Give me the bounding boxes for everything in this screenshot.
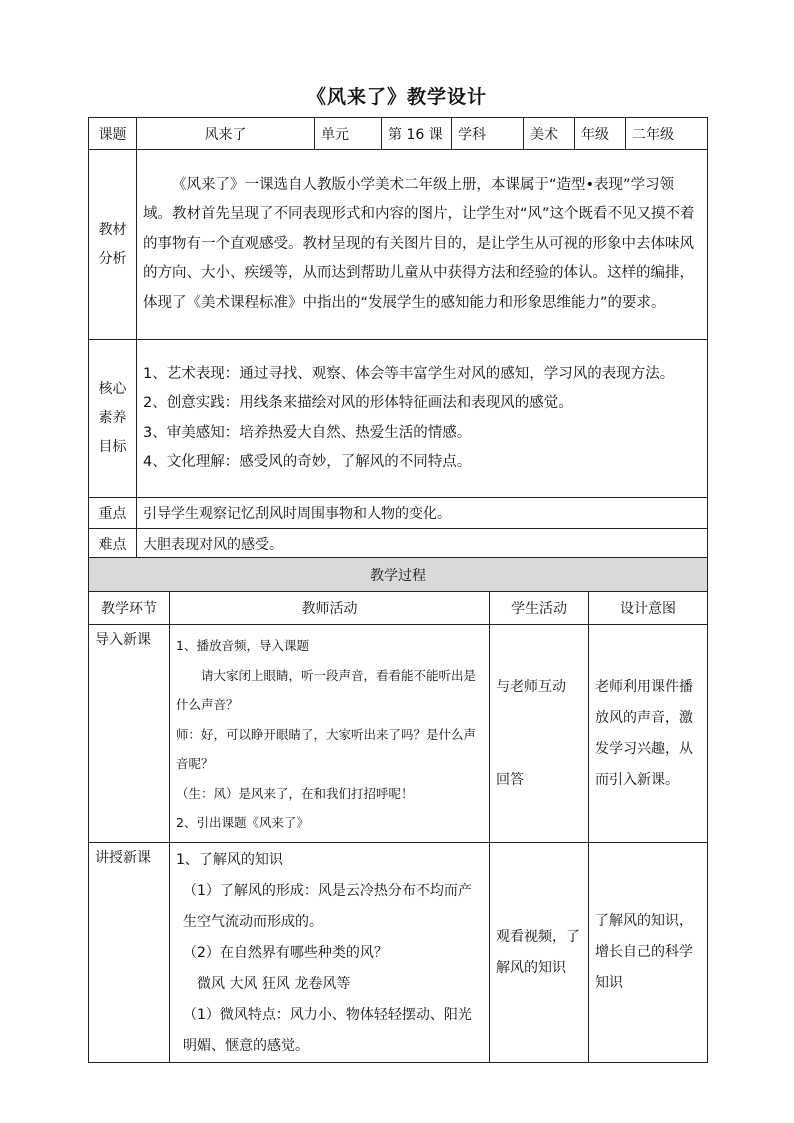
teacher-new-line-2: （1）了解风的形成：风是云冷热分布不均而产生空气流动而形成的。 xyxy=(183,883,472,930)
goals-row xyxy=(89,340,708,498)
process-heading-row xyxy=(89,558,708,592)
key-point-text: 引导学生观察记忆刮风时周围事物和人物的变化。 xyxy=(137,498,708,529)
stage-intro: 导入新课 xyxy=(89,625,170,843)
teacher-intro-line-3: 师：好，可以睁开眼睛了，大家听出来了吗？是什么声音呢？ xyxy=(176,726,477,772)
teacher-new-line-3: （2）在自然界有哪些种类的风？ xyxy=(183,945,388,961)
process-columns-row xyxy=(89,592,708,625)
student-activity-intro xyxy=(490,625,589,843)
teacher-intro-line-5: 2、引出课题《风来了》 xyxy=(176,815,309,831)
unit-label: 单元 xyxy=(315,118,382,150)
key-point-row xyxy=(89,498,708,529)
process-row-new-lesson xyxy=(89,843,708,1063)
teacher-intro-line-1: 1、播放音频，导入课题 xyxy=(176,638,309,654)
stage-new-lesson: 讲授新课 xyxy=(89,843,170,1063)
column-student: 学生活动 xyxy=(490,592,589,625)
teaching-process-table xyxy=(88,557,708,1063)
goals-label-line-1: 核心 xyxy=(98,381,127,397)
goal-item-1: 1、艺术表现：通过寻找、观察、体会等丰富学生对风的感知，学习风的表现方法。 xyxy=(143,365,675,382)
grade-label: 年级 xyxy=(575,118,626,150)
intent-new-lesson: 了解风的知识，增长自己的科学知识 xyxy=(589,843,708,1063)
student-activity-new-lesson: 观看视频，了解风的知识 xyxy=(490,843,589,1063)
topic-value: 风来了 xyxy=(137,118,315,150)
analysis-label-line-2: 分析 xyxy=(98,250,127,267)
goals-label-line-3: 目标 xyxy=(98,439,127,455)
analysis-text: 《风来了》一课选自人教版小学美术二年级上册，本课属于“造型•表现”学习领域。教材首先呈现了不同表现形式和内容的图片，让学生对“风”这个既看不见又摸不着的事物有一个直观感受。教材呈现的有关图片目的，是让学生从可视的形象中去体味风的方向、大小、疾缓等，从而达到帮助儿童从中获得方法和经验的体认。这样的编排，体现了《美术课程标准》中指出的“发展学生的感知能力和形象思维能力”的要求。 xyxy=(137,150,708,340)
analysis-row xyxy=(89,150,708,340)
column-stage: 教学环节 xyxy=(89,592,170,625)
goal-item-3: 3、审美感知：培养热爱大自然、热爱生活的情感。 xyxy=(143,424,472,441)
topic-label: 课题 xyxy=(89,118,137,150)
analysis-label xyxy=(89,150,137,340)
goals-label-line-2: 素养 xyxy=(98,410,127,426)
subject-label: 学科 xyxy=(452,118,524,150)
student-intro-line-2: 回答 xyxy=(496,771,524,788)
student-intro-line-1: 与老师互动 xyxy=(496,678,566,695)
column-teacher: 教师活动 xyxy=(170,592,490,625)
goals-list xyxy=(137,340,708,498)
goal-item-2: 2、创意实践：用线条来描绘对风的形体特征画法和表现风的感觉。 xyxy=(143,395,573,411)
difficulty-label: 难点 xyxy=(89,529,137,559)
lesson-info-table xyxy=(88,117,708,559)
grade-value: 二年级 xyxy=(626,118,708,150)
teacher-new-line-5: （1）微风特点：风力小、物体轻轻摆动、阳光明媚、惬意的感觉。 xyxy=(183,1007,472,1054)
column-intent: 设计意图 xyxy=(589,592,708,625)
process-row-intro xyxy=(89,625,708,843)
teacher-intro-line-2: 请大家闭上眼睛，听一段声音，看看能不能听出是什么声音？ xyxy=(176,667,477,713)
analysis-label-line-1: 教材 xyxy=(98,221,127,238)
teacher-new-line-1: 1、了解风的知识 xyxy=(176,852,283,868)
subject-value: 美术 xyxy=(524,118,575,150)
goal-item-4: 4、文化理解：感受风的奇妙，了解风的不同特点。 xyxy=(143,454,472,470)
intent-intro: 老师利用课件播放风的声音，激发学习兴趣，从而引入新课。 xyxy=(589,625,708,843)
key-point-label: 重点 xyxy=(89,498,137,529)
teacher-new-line-4: 微风 大风 狂风 龙卷风等 xyxy=(197,976,351,992)
goals-label xyxy=(89,340,137,498)
difficulty-row xyxy=(89,529,708,559)
teacher-activity-new-lesson xyxy=(170,843,490,1063)
header-row xyxy=(89,118,708,150)
process-heading: 教学过程 xyxy=(89,558,708,592)
teacher-intro-line-4: （生：风）是风来了，在和我们打招呼呢！ xyxy=(176,785,414,801)
difficulty-text: 大胆表现对风的感受。 xyxy=(137,529,708,559)
unit-value: 第 16 课 xyxy=(382,118,452,150)
teacher-activity-intro xyxy=(170,625,490,843)
document-title: 《风来了》教学设计 xyxy=(306,86,487,108)
